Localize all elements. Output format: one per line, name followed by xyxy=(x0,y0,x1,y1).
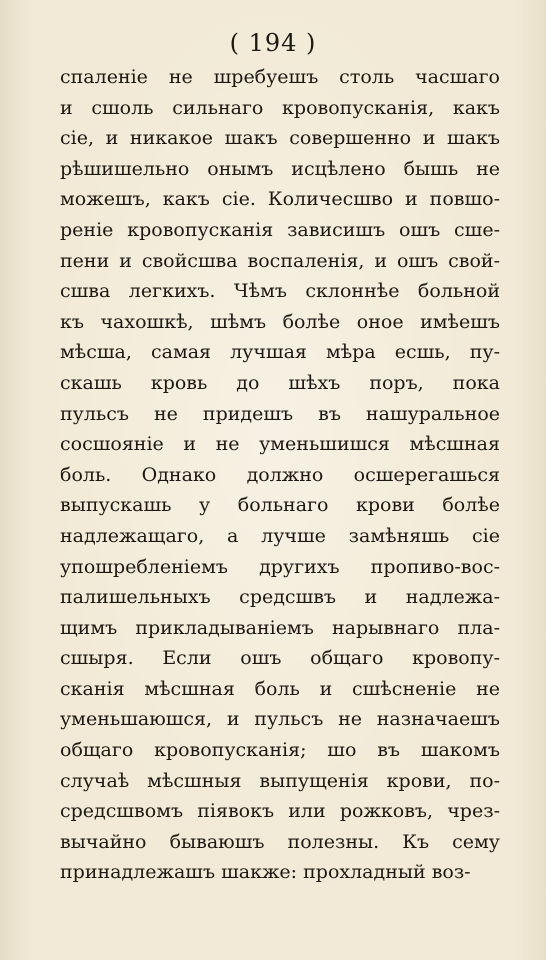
text-line: сшва легкихъ. Чѣмъ склоннѣе больной xyxy=(60,280,500,303)
text-line: пени и свойсшва воспаленія, и ошъ свой- xyxy=(60,249,500,272)
text-line: надлежащаго, а лучше замѣняшь сіе xyxy=(60,524,500,547)
text-line: случаѣ мѣсшныя выпущенія крови, по- xyxy=(60,769,500,792)
text-line: уменьшаюшся, и пульсъ не назначаешъ xyxy=(60,708,500,731)
text-line: къ чахошкѣ, шѣмъ болѣе оное имѣешъ xyxy=(60,310,500,333)
text-line: рѣшишельно онымъ исцѣлено бышь не xyxy=(60,157,500,180)
text-line: мѣсша, самая лучшая мѣра есшь, пу- xyxy=(60,341,500,364)
text-line: сшыря. Если ошъ общаго кровопу- xyxy=(60,647,500,670)
text-line: пульсъ не придешъ въ нашуральное xyxy=(60,402,500,425)
text-line: реніе кровопусканія зависишъ ошъ сше- xyxy=(60,218,500,241)
text-line: и сшоль сильнаго кровопусканія, какъ xyxy=(60,96,500,119)
page-number: ( 194 ) xyxy=(229,29,317,57)
text-line: палишельныхъ средсшвъ и надлежа- xyxy=(60,586,500,609)
text-line: сканія мѣсшная боль и сшѣсненіе не xyxy=(60,677,500,700)
text-line: боль. Однако должно осшерегашься xyxy=(60,463,500,486)
text-line: упошребленіемъ другихъ пропиво-вос- xyxy=(60,555,500,578)
text-line: сосшояніе и не уменьшишся мѣсшная xyxy=(60,433,500,456)
text-line: принадлежашъ шакже: прохладный воз- xyxy=(60,861,471,884)
text-line: выпускашь у больнаго крови болѣе xyxy=(60,494,500,517)
text-line: средсшвомъ піявокъ или рожковъ, чрез- xyxy=(60,800,500,823)
text-line: щимъ прикладываніемъ нарывнаго пла- xyxy=(60,616,500,639)
text-line: скашь кровь до шѣхъ поръ, пока xyxy=(60,371,500,394)
body-text xyxy=(60,62,500,888)
text-line: общаго кровопусканія; шо въ шакомъ xyxy=(60,739,500,762)
text-line: вычайно бываюшъ полезны. Къ сему xyxy=(60,830,500,853)
text-line: можешъ, какъ сіе. Количесшво и повшо- xyxy=(60,188,500,211)
text-line: сіе, и никакое шакъ совершенно и шакъ xyxy=(60,127,500,150)
text-line: спаленіе не шребуешъ столь часшаго xyxy=(60,66,500,88)
